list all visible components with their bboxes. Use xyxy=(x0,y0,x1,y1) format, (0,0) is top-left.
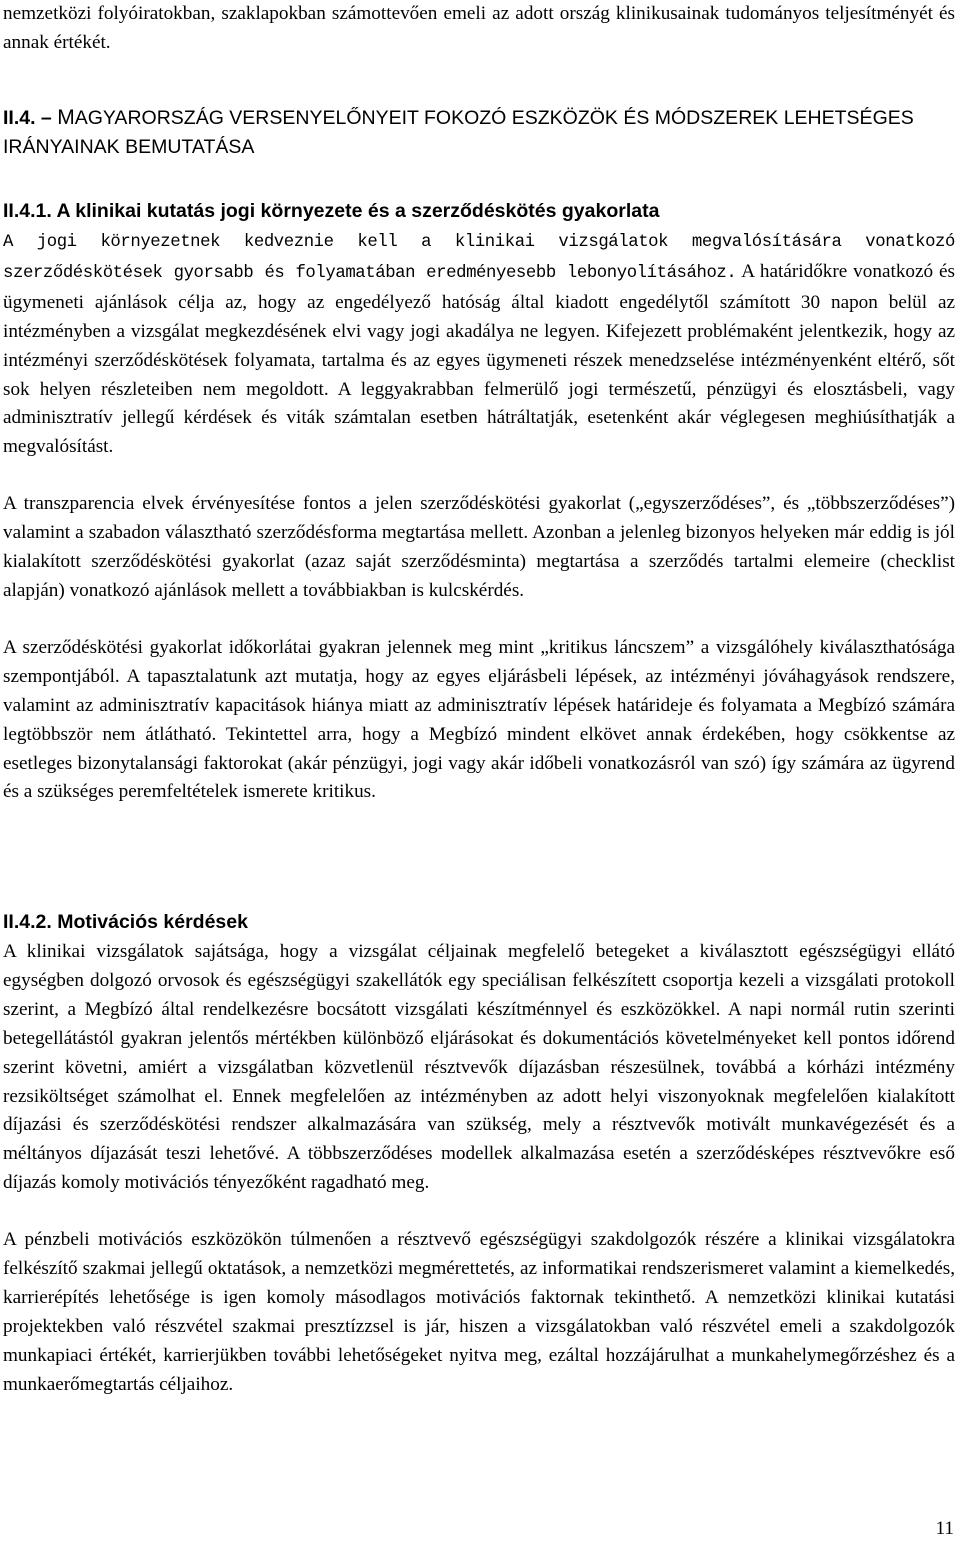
subsection-1-paragraph-1 xyxy=(3,227,955,462)
subsection-2-paragraph-2: A pénzbeli motivációs eszközökön túlmenően a résztvevő egészségügyi szakdolgozók részére a klinikai vizsgálatokra felkészítő szakmai jellegű oktatások, a nemzetközi megmérettetés, az informatikai rendszerismeret valamint a kiemelkedés, karrierépítés lehetősége is igen komoly másodlagos motivációs faktornak tekinthető. A nemzetközi klinikai kutatási projektekben való részvétel szakmai presztízzsel is jár, hiszen a vizsgálatokban való részvétel emeli a szakdolgozók munkapiaci értékét, karrierjükben további lehetőségeket nyitva meg, ezáltal hozzájárulhat a munkahelymegőrzéshez és a munkaerőmegtartás céljaihoz. xyxy=(3,1229,955,1395)
intro-paragraph: nemzetközi folyóiratokban, szaklapokban számottevően emeli az adott ország klinikusainak tudományos teljesítményét és annak értékét. xyxy=(3,3,955,53)
section-title: AGYARORSZÁG VERSENYELŐNYEIT FOKOZÓ ESZKÖZÖK ÉS MÓDSZEREK LEHETSÉGES IRÁNYAINAK BEMUTATÁSA xyxy=(3,107,914,158)
subsection-1-paragraph-2: A transzparencia elvek érvényesítése fontos a jelen szerződéskötési gyakorlat („egyszerződéses”, és „többszerződéses”) valamint a szabadon választható szerződésforma megtartása mellett. Azonban a jelenleg bizonyos helyeken már eddig is jól kialakított szerződéskötési gyakorlat (azaz saját szerződésminta) megtartása a szerződés tartalmi elemeire (checklist alapján) vonatkozó ajánlások mellett a továbbiakban is kulcskérdés. xyxy=(3,493,955,601)
subsection-2-paragraph-1: A klinikai vizsgálatok sajátsága, hogy a vizsgálat céljainak megfelelő betegeket a kiválasztott egészségügyi ellátó egységben dolgozó orvosok és egészségügyi szakellátók egy speciálisan felkészített csoportja kezeli a vizsgálati protokoll szerint, a Megbízó által rendelkezésre bocsátott vizsgálati készítménnyel és eszközökkel. A napi normál rutin szerinti betegellátástól gyakran jelentős mértékben különböző eljárásokat és dokumentációs követelményeket kell pontos időrend szerint követni, amiért a vizsgálatban közvetlenül résztvevők díjazásban részesülnek, továbbá a kórházi intézmény rezsiköltséget számolhat el. Ennek megfelelően az intézményben az adott helyi viszonyoknak megfelelően kialakított díjazási és szerződéskötési rendszer alkalmazására van szükség, mely a résztvevők motivált munkavégezését és a méltányos díjazását teszi lehetővé. A többszerződéses modellek alkalmazása esetén a szerződésképes résztvevőkre eső díjazás komoly motivációs tényezőként ragadható meg. xyxy=(3,941,955,1194)
section-heading xyxy=(3,103,955,162)
section-title-initial: M xyxy=(57,106,75,129)
subsection-1-paragraph-3: A szerződéskötési gyakorlat időkorlátai gyakran jelennek meg mint „kritikus láncszem” a vizsgálóhely kiválaszthatósága szempontjából. A tapasztalatunk azt mutatja, hogy az egyes eljárásbeli lépések, az intézményi jóváhagyások rendszere, valamint az adminisztratív kapacitások hiánya miatt az adminisztratív lépések határideje és folyamata a Megbízó számára legtöbbször nem átlátható. Tekintettel arra, hogy a Megbízó mindent elkövet annak érdekében, hogy csökkentse az esetleges bizonytalansági faktorokat (akár pénzügyi, jogi vagy akár időbeli vonatkozásról van szó) így számára az ügyrend és a szükséges peremfeltételek ismerete kritikus. xyxy=(3,636,955,803)
paragraph-1-rest: A határidőkre vonatkozó és ügymeneti ajánlások célja az, hogy az engedélyező hatóság által kiadott engedélytől számított 30 napon belül az intézményben a vizsgálat megkezdésének elvi vagy jogi akadálya ne legyen. Kifejezett problémaként jelentkezik, hogy az intézményi szerződéskötések folyamata, tartalma és az egyes ügymeneti részek menedzselése intézményenként eltérő, sőt sok helyen részleteiben nem megoldott. A leggyakrabban felmerülő jogi természetű, pénzügyi és elosztásbeli, vagy adminisztratív jellegű kérdések és viták számtalan esetben hátráltatják, esetenként akár véglegesen meghiúsíthatják a megvalósítást. xyxy=(3,260,955,458)
section-number: II.4. – xyxy=(3,107,52,129)
subsection-2 xyxy=(3,908,955,1400)
subsection-2-heading: II.4.2. Motivációs kérdések xyxy=(3,911,248,933)
page-number: 11 xyxy=(935,1518,954,1539)
subsection-1 xyxy=(3,197,955,807)
paragraph-1-lead: A jogi környezetnek kedveznie kell a klinikai vizsgálatok megvalósítására vonatkozó szerződéskötések gyorsabb és folyamatában eredményesebb lebonyolításához. xyxy=(3,233,955,283)
subsection-1-heading: II.4.1. A klinikai kutatás jogi környezete és a szerződéskötés gyakorlata xyxy=(3,200,660,222)
